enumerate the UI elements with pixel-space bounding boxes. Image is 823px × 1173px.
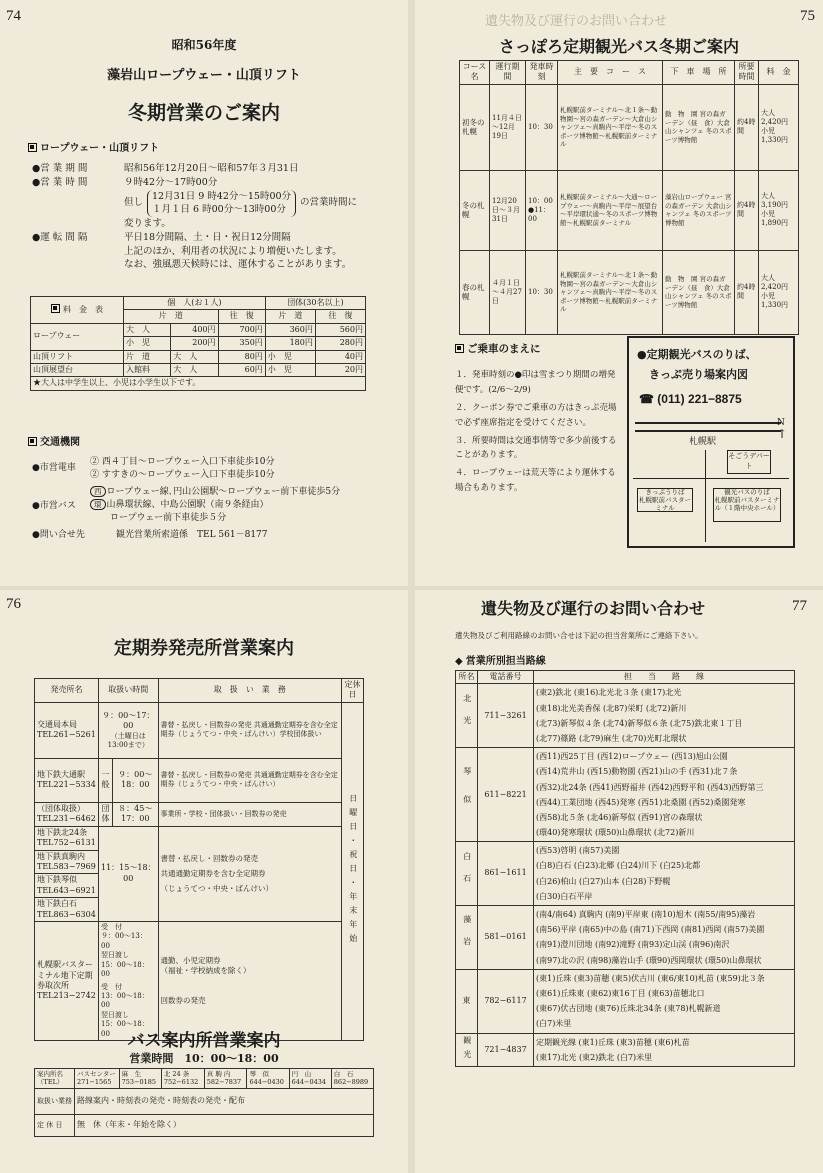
lead-text: 遺失物及びご利用路線のお問い合せは下記の担当営業所にご連絡下さい。 xyxy=(455,631,703,640)
page-76 xyxy=(0,590,408,1173)
office-row: 北光 711−3261 (東2)鉄北 (東16)北光北３条 (東17)北光 (東18)北光美香保 (北87)栄町 (北72)新川 (北73)新琴似４条 (北74)新琴似６条 (北75)鉄北東１丁目 (北77)篠路 (北79)麻生 (北70)光町北環状 xyxy=(456,684,795,748)
page-75 xyxy=(415,0,823,586)
bus-info-hours: 営業時間 10：00～18：00 xyxy=(129,1052,279,1065)
page-title: 遺失物及び運行のお問い合わせ xyxy=(481,599,706,618)
tour-table: コース名 運行期間 発車時刻 主 要 コ ー ス 下 車 場 所 所要時間 料 金 初冬の札幌 11月４日～12月19日 10：30 札幌駅前ターミナル～北１条～動物園～宮の森ガーデン～大倉山シャンツェ～真駒内～平岸～冬のスポーツ博物館～札幌駅前ターミナル 動 物 園 宮の森ガーデン（昼 食）大倉山シャンツェ 冬のスポーツ博物館 約4時間 大人 2,420円 小児 1,330円 冬の札幌 12月20日～３月31日 10：00 ●11：00 札幌駅前ターミナル～大通～ロープウェー～真駒内～平岸～展望台～平岸環状通～冬のスポーツ博物館～札幌駅前ターミナル 藻岩山ロープウェー 宮の森ガーデン 大倉山シャンツェ 冬のスポーツ博物館 約4時間 大人 3,190円 小児 1,890円 春の札幌 ４月１日～４月27日 10：30 札幌駅前ターミナル～北１条～動物園～宮の森ガーデン～大倉山シャンツェ～真駒内～平岸～冬のスポーツ博物館～札幌駅前ターミナル 動 物 園 宮の森ガーデン（昼 食）大倉山シャンツェ 冬のスポーツ博物館 約4時間 大人 2,420円 小児 1,330円 xyxy=(459,60,799,335)
map-title: ●定期観光バスのりば、 xyxy=(637,348,757,361)
bus-info-title: バス案内所営業案内 xyxy=(127,1031,281,1051)
section-heading-transit: 交通機関 xyxy=(28,436,80,451)
office-row: 観光 721−4837 定期観光線 (東1)丘珠 (東3)苗穂 (東6)札苗 (東17)北光 (東2)鉄北 (白7)米里 xyxy=(456,1033,795,1066)
office-row: 東 782−6117 (東1)丘珠 (東3)苗穂 (東5)伏古川 (東6/東10)札苗 (東59)北３条 (東61)丘珠東 (東62)東16丁目 (東63)苗穂北口 (東67)伏古団地 (東76)丘珠北34条 (東78)札幌新道 (白7)米里 xyxy=(456,969,795,1033)
page-title: さっぽろ定期観光バス冬期ご案内 xyxy=(498,37,739,56)
page-number: 77 xyxy=(792,598,807,614)
page-77 xyxy=(415,590,823,1173)
page-number: 75 xyxy=(800,8,815,24)
year-label: 昭和56年度 xyxy=(171,38,237,52)
map-subtitle: きっぷ売り場案内図 xyxy=(649,368,748,381)
fare-table: 料 金 表 個 人(お１人) 団体(30名以上) 片 道 往 復 片 道 往 復 ロープウェー 大 人 400円 700円 360円 560円 小 児 200円 350円 180円 280円 山頂リフト 片 道 大 人 80円 小 児 40円 山頂展望台 入館料 大 人 60円 小 児 20円 ★大人は中学生以上、小児は小学生以下です。 xyxy=(30,296,366,391)
page-74 xyxy=(0,0,408,586)
office-table: 所名 電話番号 担 当 路 線 北光 711−3261 (東2)鉄北 (東16)北光北３条 (東17)北光 (東18)北光美香保 (北87)栄町 (北72)新川 (北73)新琴似４条 (北74)新琴似６条 (北75)鉄北東１丁目 (北77)篠路 (北79)麻生 (北70)光町北環状 琴似 611−8221 (西11)西25丁目 (西12)ロープウェー (西13)旭山公園 (西14)荒井山 (西15)動物園 (西21)山の手 (西31)北７条 (西32)北24条 (西41)西野福井 (西42)西野平和 (西43)西野第三 (西44)工業団地 (西45)発寒 (西51)北桑園 (西52)桑園発寒 (西58)北５条 (北46)新琴似 (西91)宮の森環状 (環40)発寒環状 (環50)山鼻環状 (北72)新川 白石 861−1611 (西53)啓明 (南57)美園 (白8)白石 (白23)北郷 (白24)川下 (白25)北都 (白26)柏山 (白27)山本 (白28)下野幌 (白30)白石平岸 藻岩 581−0161 (南4/南64) 真駒内 (南9)平岸東 (南10)旭木 (南55/南95)藻岩 (南56)平岸 (南65)中の島 (南71)下西岡 (南81)西岡 (南57)美園 (南91)澄川団地 (南92)滝野 (南93)定山渓 (南96)南沢 (南97)北の沢 (南98)藻岩山手 (環90)西岡環状 (環50)山鼻環状 東 782−6117 (東1)丘珠 (東3)苗穂 (東5)伏古川 (東6/東10)札苗 (東59)北３条 (東61)丘珠東 (東62)東16丁目 (東63)苗穂北口 (東67)伏古団地 (東76)丘珠北34条 (東78)札幌新道 (白7)米里 観光 721−4837 定期観光線 (東1)丘珠 (東3)苗穂 (東6)札苗 (東17)北光 (東2)鉄北 (白7)米里 xyxy=(455,670,795,1067)
office-row: 白石 861−1611 (西53)啓明 (南57)美園 (白8)白石 (白23)北郷 (白24)川下 (白25)北都 (白26)柏山 (白27)山本 (白28)下野幌 (白30)白石平岸 xyxy=(456,842,795,906)
subtitle: 藻岩山ロープウェー・山頂リフト xyxy=(107,68,301,83)
transit-info: ●市営電車 ② 西４丁目～ロープウェー入口下車徒歩10分 ② すすきの～ロープウェー入口下車徒歩10分 ●市営バス 西 ロープウェー線､円山公園駅～ロープウェー前下車徒歩5分 環 山鼻環状線、中島公園駅（南９条経由） ロープウェー前下車徒歩５分 ●問い合せ先 観光営業所索道係 TEL 561－8177 xyxy=(32,457,341,541)
page-number: 76 xyxy=(6,596,21,612)
boarding-notes: １．発車時刻の●印は雪まつり期間の増発便です。(2/6～2/9) ２．クーポン券でご乗車の方はきっぷ売場で必ず座席指定を受けてください。 ３．所要時間は交通事情等で多少前後することがあります。 ４．ロープウェーは荒天等により運休する場合もあります。 xyxy=(455,370,617,494)
north-arrow: N ↑ xyxy=(776,418,787,441)
street-v xyxy=(705,450,706,542)
office-row: 藻岩 581−0161 (南4/南64) 真駒内 (南9)平岸東 (南10)旭木 (南55/南95)藻岩 (南56)平岸 (南65)中の島 (南71)下西岡 (南81)西岡 (南57)美園 (南91)澄川団地 (南92)滝野 (南93)定山渓 (南96)南沢 (南97)北の沢 (南98)藻岩山手 (環90)西岡環状 (環50)山鼻環状 xyxy=(456,906,795,970)
page-number: 74 xyxy=(6,8,21,24)
map-station: 札幌駅 xyxy=(689,437,717,447)
boarding-heading: ご乗車のまえに xyxy=(455,342,541,357)
page-title: 定期券発売所営業案内 xyxy=(114,638,294,659)
bus-info-table: 案内所名（TEL） バスセンター 271−1565 麻 生 753−0185 北 24 条 752−6132 真 駒 内 582−7837 琴 似 644−0430 円 山 644−0434 白 石 862−8989 取扱い業務 路線案内・時刻表の発売・時刻表の発売・配布 定 休 日 無 休（年末・年始を除く） xyxy=(34,1068,374,1137)
pass-office-table: 発売所名 取扱い時間 取 扱 い 業 務 定休日 交通局本局 TEL261−5261 ９：00～17：00 （土曜日は13:00まで） 書替・払戻し・回数券の発売 共通通勤定期券を含む全定期券（じょうてつ・中央・ばんけい）学校団体扱い 日曜日・祝日・年末年始 地下鉄大通駅 TEL221−5334 一般 ９：00～18：00 書替・払戻し・回数券の発売 共通通勤定期券を含む全定期券（じょうてつ・中央・ばんけい） （団体取扱） TEL231−6462 団体 ８：45～17：00 事業所・学校・団体扱い・回数券の発売 地下鉄北24条 TEL752−6131 地下鉄真駒内 TEL583−7969 地下鉄琴似 TEL643−6921 地下鉄白石 TEL863−6304 11：15～18：00 書替・払戻し・回数券の発売 共通通勤定期券を含む全定期券 （じょうてつ・中央・ばんけい） 札幌駅バスターミナル地下定期券取次所 TEL213−2742 受 付 ９：00～13：00 翌日渡し 15：00～18：00 受 付 13：00～18：00 翌日渡し 15：00～18：00 通勤、小児定期券 （福祉・学校納成を除く） 回数券の発売 xyxy=(34,678,364,1041)
street-h xyxy=(633,478,789,479)
map-phone: ☎ (011) 221−8875 xyxy=(639,392,742,406)
dept-store: そごうデパート xyxy=(727,450,771,474)
map-box xyxy=(627,336,795,548)
ticket-office: きっぷうりば 札幌駅前バスターミナル xyxy=(639,488,691,512)
section-heading: ◆ 営業所別担当路線 xyxy=(455,656,546,667)
office-row: 琴似 611−8221 (西11)西25丁目 (西12)ロープウェー (西13)旭山公園 (西14)荒井山 (西15)動物園 (西21)山の手 (西31)北７条 (西32)北24条 (西41)西野福井 (西42)西野平和 (西43)西野第三 (西44)工業団地 (西45)発寒 (西51)北桑園 (西52)桑園発寒 (西58)北５条 (北46)新琴似 (西91)宮の森環状 (環40)発寒環状 (環50)山鼻環状 (北72)新川 xyxy=(456,748,795,842)
page-title: 冬期営業のご案内 xyxy=(127,102,280,124)
ropeway-info: ●営 業 期 間 昭和56年12月20日～昭和57年３月31日 ●営 業 時 間 ９時42分～17時00分 但し 12月31日 9 時42分～15時00分 １月１日 6 時00分～13時00分 の営業時間に 変ります。 ●運 転 間 隔 平日18分間隔、土・日・祝日12分間隔 上記のほか、利用者の状況により増便いたします。 なお、強風悪天候時には、運休することがあります。 xyxy=(32,163,358,271)
station-bar xyxy=(635,422,781,432)
faint-header: 遺失物及び運行のお問い合わせ xyxy=(485,14,668,29)
section-heading-ropeway: ロープウェー・山頂リフト xyxy=(28,142,159,157)
bus-stop: 観光バスのりば 札幌駅前バスターミナル（１階中央ホール） xyxy=(713,488,781,522)
